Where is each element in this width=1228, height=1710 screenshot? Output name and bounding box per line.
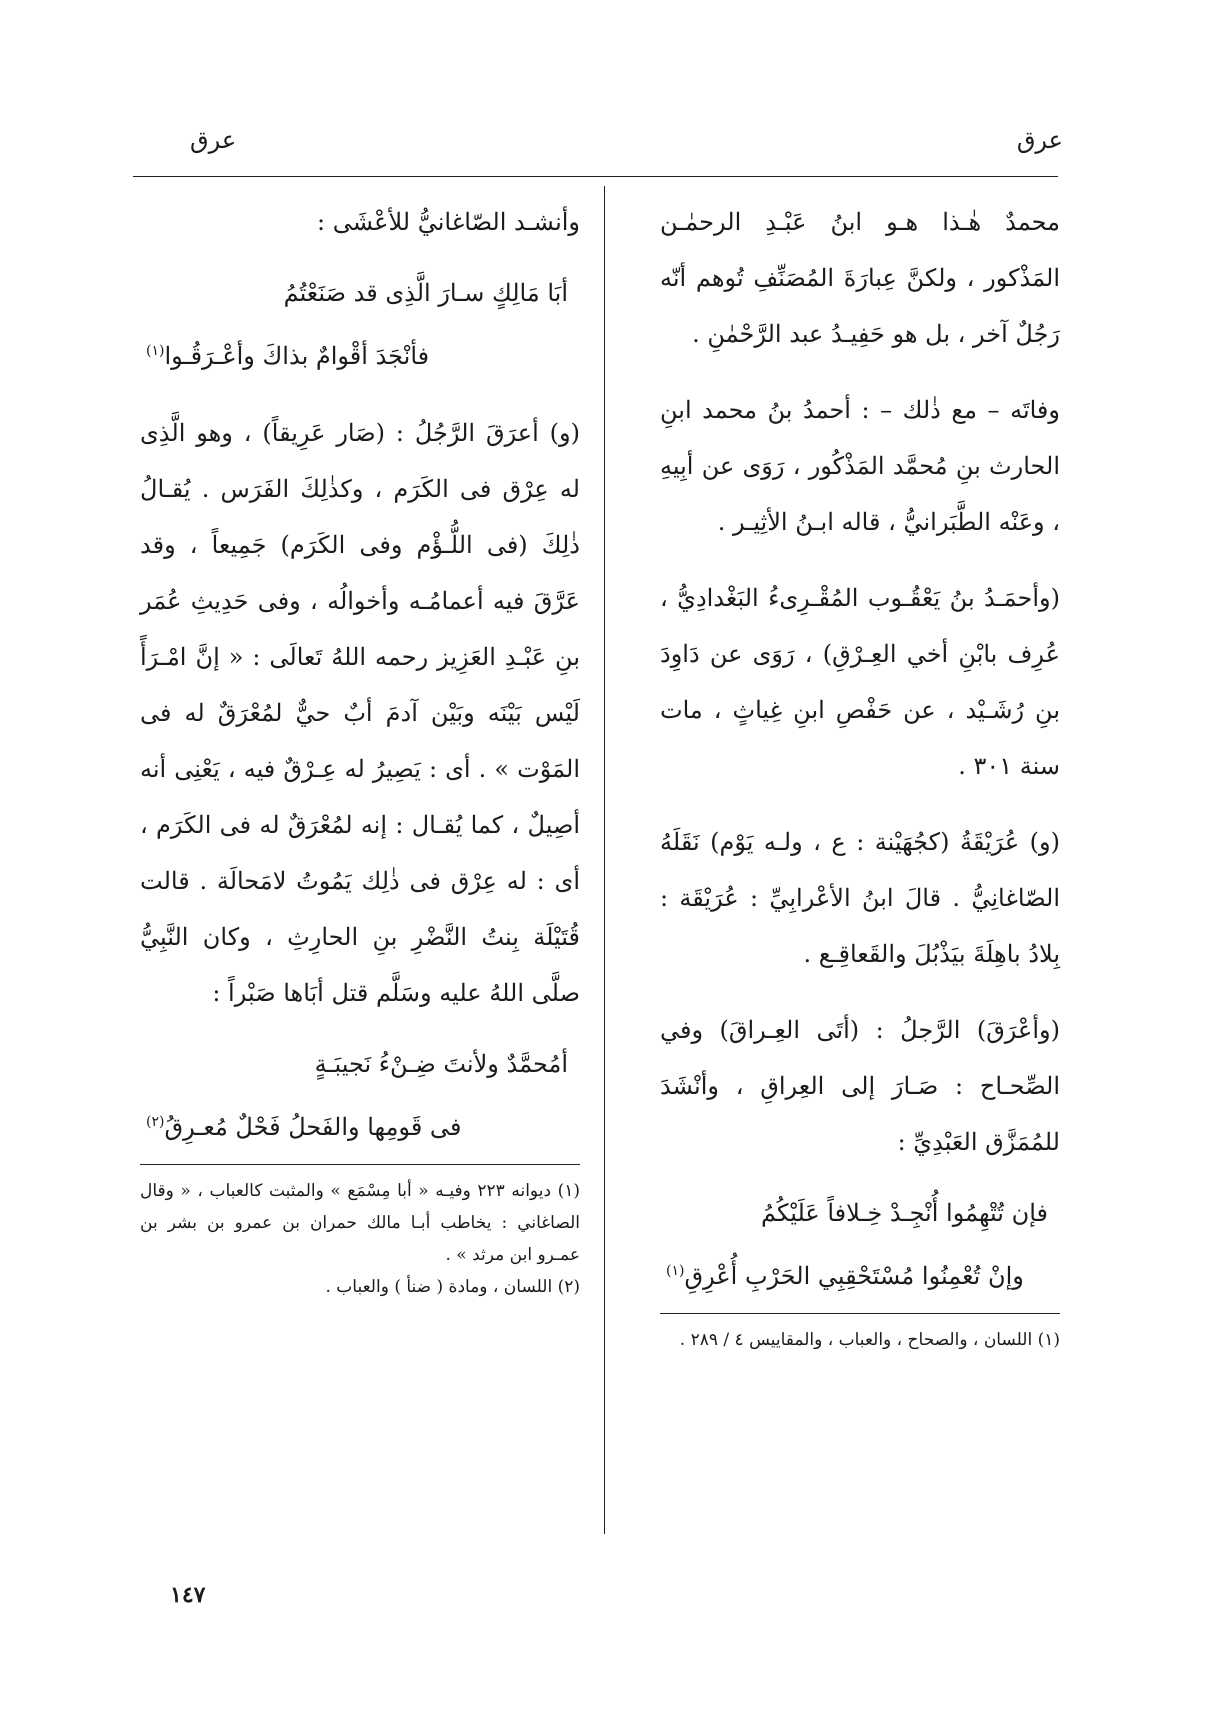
- verse-hemistich-text: فى قَومِها والفَحلُ فَحْلٌ مُعـرِقُ: [164, 1113, 462, 1141]
- footnote-reference: (١): [666, 1263, 685, 1279]
- running-header-right: عرق: [1016, 126, 1063, 154]
- footnote: (٢) اللسان ، ومادة ( ضنأ ) والعباب .: [325, 1277, 580, 1297]
- page-number: ١٤٧: [170, 1582, 206, 1608]
- header-rule: [133, 176, 1058, 177]
- footnote-rule: [660, 1313, 1060, 1314]
- right-column: [660, 194, 1060, 1356]
- footnote-reference: (٢): [146, 1114, 165, 1130]
- verse-hemistich-first: أبَا مَالِكٍ سـارَ الَّذِى قد صَنَعْتُمُ: [283, 279, 568, 307]
- column-divider: [604, 186, 605, 1534]
- entry-paragraph: (وأعْرَقَ) الرَّجلُ : (أتَى العِـراقَ) وفي الصِّحـاح : صَـارَ إلى العِراقِ ، وأنْشَدَ للمُمَزَّق العَبْدِيِّ :: [660, 1016, 1060, 1156]
- entry-paragraph: (وأحمَـدُ بنُ يَعْقُـوب المُقْـرِىءُ البَغْدادِيُّ ، عُرِف بابْنِ أخي العِـرْقِ) ، رَوَى عن دَاوِدَ بنِ رُشَـيْد ، عن حَفْصِ ابنِ غِياثٍ ، مات سنة ٣٠١ .: [660, 584, 1060, 780]
- footnote: (١) ديوانه ٢٢٣ وفيـه « أبا مِسْمَع » والمثبت كالعباب ، « وقال الصاغاني : يخاطب أبـا مالك حمران بن عمرو بن بشر بن عمـرو ابن مرثد » .: [140, 1181, 580, 1265]
- verse-hemistich-second: [140, 1093, 580, 1156]
- entry-paragraph: وأنشـد الصّاغانيُّ للأعْشَى :: [317, 208, 580, 236]
- verse-hemistich-second: [140, 322, 580, 385]
- poetry-verse: [140, 264, 580, 385]
- entry-paragraph: (و) عُرَيْقَةُ (كجُهَيْنة : ع ، ولـه يَوْم) نَقَلَهُ الصّاغانِيُّ . قالَ ابنُ الأعْرابِيِّ : عُرَيْقَة : بِلادُ باهِلَةَ بيَذْبُلَ والقَعاقِـع .: [660, 828, 1060, 968]
- verse-hemistich-first: فإن تُتْهِمُوا أُنْجِـدْ خِـلافاً عَلَيْكُمُ: [760, 1199, 1048, 1227]
- verse-hemistich-first: أمُحمَّدٌ ولأنتَ ضِـنْءُ نَجيبَـةٍ: [314, 1050, 568, 1078]
- footnote: (١) اللسان ، والصحاح ، والعباب ، والمقاييس ٤ / ٢٨٩ .: [679, 1330, 1060, 1350]
- verse-hemistich-second: [660, 1242, 1060, 1305]
- running-header-left: عرق: [190, 126, 237, 154]
- verse-hemistich-text: وإنْ تُعْمِنُوا مُسْتَحْقِبِي الحَرْبِ أُعْرِقِ: [684, 1262, 1024, 1290]
- entry-paragraph: وفاتَه – مع ذٰلك – : أحمدُ بنُ محمد ابنِ الحارث بنِ مُحمَّد المَذْكُور ، رَوَى عن أبِيهِ ، وعَنْه الطَّبَرانيُّ ، قاله ابـنُ الأثِيـر .: [660, 396, 1061, 536]
- poetry-verse: [140, 1035, 580, 1156]
- footnote-rule: [140, 1164, 580, 1165]
- entry-paragraph: (و) أعرَقَ الرَّجُلُ : (صَار عَرِيقاً) ، وهو الَّذِى له عِرْق فى الكَرَم ، وكذٰلِكَ الفَرَس . يُقـالُ ذٰلِكَ (فى اللُّـؤْم وفى الكَرَم) جَمِيعاً ، وقد عَرَّقَ فيه أعمامُـه وأخوالُه ، وفى حَدِيثِ عُمَر بنِ عَبْـدِ العَزِيز رحمه اللهُ تَعالَى : « إنَّ امْـرَأً لَيْس بَيْنَه وبَيْن آدمَ أبٌ حيٌّ لمُعْرَقٌ له فى المَوْت » . أى : يَصِيرُ له عِـرْقٌ فيه ، يَعْنِى أنه أصِيلٌ ، كما يُقـال : إنه لمُعْرَقٌ له فى الكَرَم ، أى : له عِرْق فى ذٰلِك يَمُوتُ لامَحالَة . قالت قُتَيْلَة بِنتُ النَّضْرِ بنِ الحارِثِ ، وكان النَّبِيُّ صلَّى اللهُ عليه وسَلَّم قتل أبَاها صَبْراً :: [140, 419, 580, 1007]
- verse-hemistich-text: فأنْجَدَ أقْوامٌ بذاكَ وأعْـرَقُـوا: [164, 342, 430, 370]
- poetry-verse: [660, 1184, 1060, 1305]
- entry-paragraph: محمدٌ هٰـذا هـو ابنُ عَبْـدِ الرحمٰـن المَذْكور ، ولكنَّ عِبارَةَ المُصَنِّفِ تُوهم أنّه رَجُلٌ آخر ، بل هو حَفِيـدُ عبد الرَّحْمٰنِ .: [660, 208, 1060, 348]
- left-column: [140, 194, 580, 1303]
- footnote-reference: (١): [146, 343, 165, 359]
